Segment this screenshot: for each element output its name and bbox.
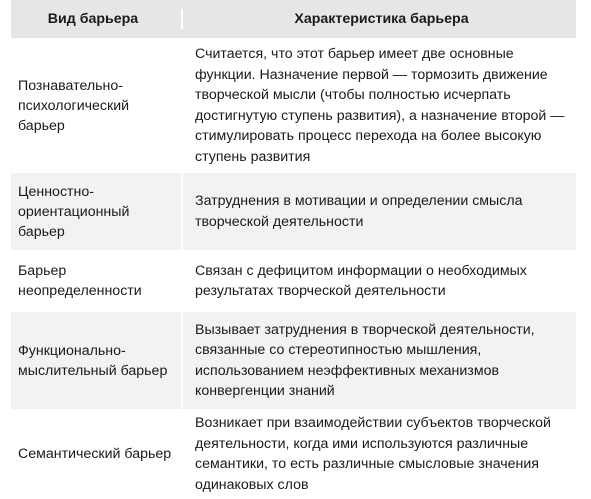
barrier-table [11,0,576,499]
header-barrier-type: Вид барьера [47,11,139,27]
barrier-type-cell: Семантический барьер [18,446,172,462]
table-row [11,251,576,312]
barrier-description-cell: Связан с дефицитом информации о необходимых результатах творческой деятельности [181,251,576,311]
barrier-description-cell: Считается, что этот барьер имеет две основные функции. Назначение первой — тормозить движение творческой мысли (чтобы полностью исчерпать достигнутую ступень развития), а назначение второй — стимулировать процесс перехода на более высокую ступень развития [181,39,576,172]
header-barrier-characteristic: Характеристика барьера [181,9,576,30]
barrier-type-cell: Познавательно-психологический барьер [18,77,130,134]
table-header-row [11,0,576,39]
barrier-type-cell: Барьер неопределенности [18,263,142,299]
barrier-type-cell: Ценностно-ориентационный барьер [18,183,130,240]
barrier-description-cell: Вызывает затруднения в творческой деятельности, связанные со стереотипностью мышления, использованием неэффективных механизмов конвергенции знаний [181,312,576,409]
barrier-type-cell: Функционально-мыслительный барьер [18,342,168,379]
table-row [11,410,576,499]
barrier-description-cell: Затруднения в мотивации и определении смысла творческой деятельности [181,173,576,250]
table-row [11,312,576,410]
barrier-description-cell: Возникает при взаимодействии субъектов творческой деятельности, когда ими используются различные семантики, то есть различные смысловые значения одинаковых слов [181,410,576,498]
table-row [11,39,576,173]
table-row [11,173,576,251]
